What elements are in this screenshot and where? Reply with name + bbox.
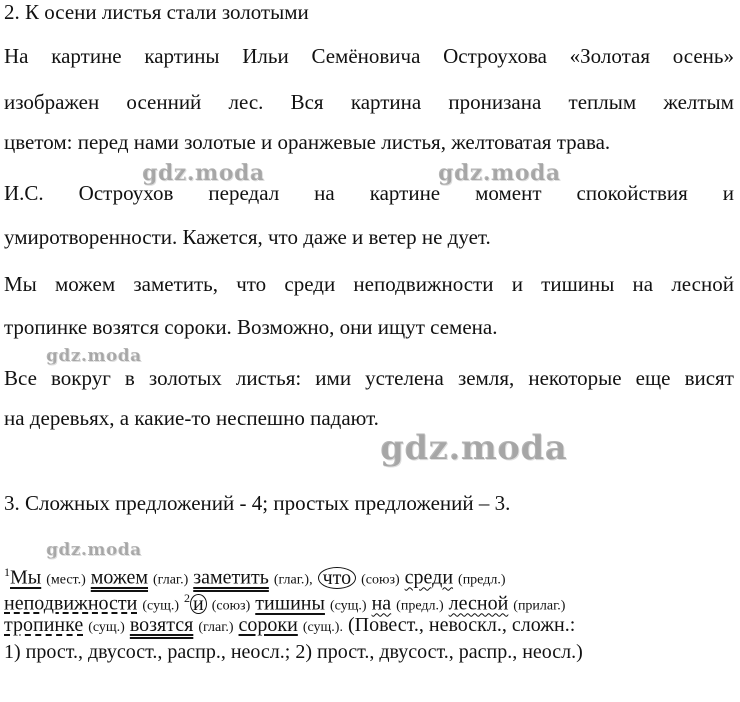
word: И.С. (4, 181, 44, 205)
tag-tropinke: (сущ.) (88, 620, 125, 635)
word: золотых (148, 366, 222, 390)
word: изображен (4, 90, 100, 114)
word: среди (284, 272, 336, 296)
tag-vozyatsya: (глаг.) (198, 620, 234, 635)
word: «Золотая (569, 44, 651, 68)
word: листья: (235, 366, 302, 390)
word-tishiny: тишины (255, 592, 325, 615)
tag-mozhem: (глаг.) (153, 572, 189, 588)
p2-line-2: умиротворенности. Кажется, что даже и ветер не дует. (4, 225, 491, 249)
word-soroki: сороки (238, 614, 298, 636)
tag-zametit: (глаг.), (273, 572, 313, 588)
tag-i: (союз) (211, 598, 251, 614)
word: что (236, 272, 267, 296)
p2-line-1 (4, 181, 734, 205)
word-mozhem: можем (90, 566, 149, 589)
word: вокруг (51, 366, 111, 390)
watermark: gdz.moda (438, 160, 561, 186)
tag-soroki: (сущ.). (302, 620, 343, 635)
word-vozyatsya: возятся (129, 614, 194, 636)
p4-line-2: на деревьях, а какие-то неспешно падают. (4, 406, 379, 430)
word: заметить, (133, 272, 218, 296)
word: висят (684, 366, 734, 390)
p4-line-1 (4, 366, 734, 390)
word: можем (55, 272, 116, 296)
word: картины (144, 44, 220, 68)
word: устелена (365, 366, 444, 390)
parse-summary-1: (Повест., невоскл., сложн.: (347, 614, 576, 636)
watermark: gdz.moda (142, 160, 265, 186)
p1-line-3: цветом: перед нами золотые и оранжевые листья, желтоватая трава. (4, 130, 611, 154)
word: Семёновича (311, 44, 421, 68)
word: Мы (4, 272, 37, 296)
tag-chto: (союз) (361, 572, 400, 588)
word: и (511, 272, 523, 296)
word: еще (635, 366, 671, 390)
word: Вся (290, 90, 324, 114)
word: осень» (672, 44, 734, 68)
p1-line-2 (4, 90, 734, 114)
word: Все (4, 366, 37, 390)
word: ими (315, 366, 352, 390)
tag-sredi: (предл.) (458, 572, 506, 588)
word: на (314, 181, 335, 205)
word: Остроухова (443, 44, 547, 68)
word: пронизана (448, 90, 542, 114)
word-na: на (371, 592, 392, 615)
word-tropinke: тропинке (4, 614, 84, 636)
p3-line-1 (4, 272, 734, 296)
watermark: gdz.moda (380, 428, 568, 468)
word-sredi: среди (404, 566, 454, 589)
word: Ильи (242, 44, 289, 68)
sentence-number-2: 2 (184, 591, 191, 605)
word-lesnoy: лесной (448, 592, 509, 615)
word: картине (369, 181, 441, 205)
sentence-number-1: 1 (4, 565, 10, 579)
word: на (632, 272, 654, 296)
word: неподвижности (353, 272, 494, 296)
word-i-circled: и (190, 594, 207, 614)
word: передал (208, 181, 280, 205)
tag-tishiny: (сущ.) (329, 598, 367, 614)
word: спокойствия (576, 181, 688, 205)
word: и (722, 181, 734, 205)
word-my: Мы (10, 566, 42, 589)
word-nepodvizhnosti: неподвижности (4, 592, 138, 615)
word: На (4, 44, 29, 68)
p3-line-2: тропинке возятся сороки. Возможно, они ищут семена. (4, 315, 498, 339)
word: некоторые (528, 366, 622, 390)
parse-line-3 (4, 613, 734, 640)
word: земля, (457, 366, 515, 390)
section-2-heading: 2. К осени листья стали золотыми (4, 0, 309, 24)
tag-na: (предл.) (396, 598, 444, 614)
word: картина (350, 90, 422, 114)
word: теплым (568, 90, 637, 114)
tag-nepodvizhnosti: (сущ.) (142, 598, 180, 614)
word-zametit: заметить (193, 566, 269, 589)
watermark: gdz.moda (46, 346, 142, 366)
word: осенний (126, 90, 202, 114)
word: желтым (663, 90, 734, 114)
word: тишины (541, 272, 615, 296)
word: момент (475, 181, 542, 205)
parse-line-4: 1) прост., двусост., распр., неосл.; 2) прост., двусост., распр., неосл.) (4, 641, 583, 663)
word-chto-circled: что (318, 567, 357, 589)
tag-lesnoy: (прилаг.) (513, 598, 566, 614)
word: Остроухов (78, 181, 174, 205)
word: картине (51, 44, 122, 68)
p1-line-1 (4, 44, 734, 68)
section-3-heading: 3. Сложных предложений - 4; простых предложений – 3. (4, 491, 511, 515)
word: лесной (671, 272, 734, 296)
word: в (124, 366, 135, 390)
watermark: gdz.moda (46, 540, 142, 560)
tag-my: (мест.) (46, 572, 86, 588)
word: лес. (228, 90, 264, 114)
